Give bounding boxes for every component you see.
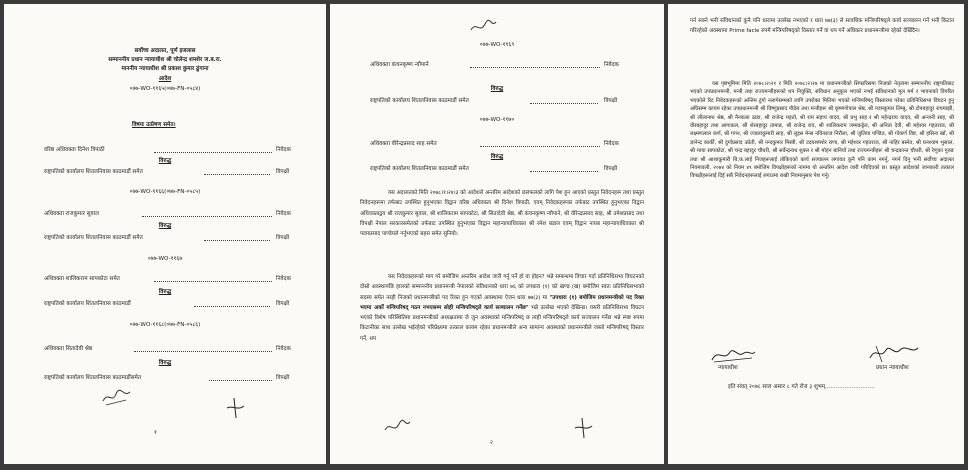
petitioner-1: वरिष्ठ अधिवक्ता दिनेश त्रिपाठी — [44, 147, 105, 153]
dotted-line — [204, 240, 270, 241]
initials-signature — [222, 396, 248, 422]
versus-label: विरुद्ध — [490, 154, 504, 160]
document-page-3 — [668, 4, 964, 464]
case-number-3: ०७७-WO-११६७ — [147, 256, 183, 262]
case-number-5: ०७७-WO-११६९ — [479, 42, 515, 48]
initials-signature — [468, 18, 498, 36]
petitioner-role: निवेदक — [276, 147, 291, 153]
document-page-1 — [4, 4, 326, 464]
quoted-provision: "उपधारा (१) बमोजिम प्रधानमन्त्रीको पद रिक्त भएमा अर्को मन्त्रिपरिषद् गठन नभएसम्म सोही मन्त्रिपरिषद्ले कार्य सञ्चालन गर्नेछ" — [360, 294, 644, 311]
case-number-6: ०७७-WO-११७० — [479, 117, 515, 123]
dotted-line — [134, 351, 272, 352]
versus-label: विरुद्ध — [158, 158, 172, 164]
respondent-role: विपक्षी — [276, 301, 290, 307]
petitioner-role: निवेदक — [276, 276, 291, 282]
body-paragraph-1: यस अदालतको मिति २०७८।१।२४।३ को आदेशले अन्तरिम आदेशको छलफलको लागि पेश हुन आएको प्रस्तुत निवेदनहरू तथा प्रस्तुत निवेदनहरूमा तर्फबाट उपस्थित हुनुभएका विद्वान वरिष्ठ अधिवक्ता श्री दिनेश त्रिपाठी, एवम् निवेदकहरूका तर्फबाट उपस्थित हुनुभएका विद्वान अधिवक्ताद्वय श्री राजकुमार सुवाल, श्री शालिकराम सापकोटा, श्री सितादेवी श्रेष्ठ, श्री कंचनकृष्ण न्यौपाने, श्री वीरेन्द्रप्रसाद साह, श्री उमेशप्रसाद तथा विपक्षी नेपाल सरकारसमेतको तर्फबाट उपस्थित हुनुभएका विद्वान महान्यायाधिवक्ता श्री रमेश बडाल एवम् विद्वान नायब महान्यायाधिवक्ता श्री पदमप्रसाद पाण्डेयले गर्नुभएको बहस समेत सुनियो। — [360, 190, 644, 238]
date-line: इति संवत् २०७८ साल असार ८ गते रोज ३ शुभम्............................ — [728, 384, 875, 390]
bench-line-2: माननीय न्यायाधीश श्री प्रकाश कुमार ढुंगाना — [121, 66, 209, 72]
initials-signature — [382, 418, 412, 436]
respondent-2: राष्ट्रपतिको कार्यालय शितलनिवास काठमाडौं समेत — [44, 235, 143, 241]
petitioner-6: अधिवक्ता वीरेन्द्रप्रसाद साह समेत — [370, 141, 437, 147]
body-paragraph-3: गर्न सक्ने भनी संविधानको कुनै पनि धारामा उल्लेख नभएको र धारा ७७(३) ले सावधिक मन्त्रिपरिषद्ले कार्य सञ्चालन गर्ने भनी किटान गरिरहेको अवस्थामा Prime facie रुपमै मन्त्रिपरिषद्को विस्तार गर्ने वा थप गर्ने अधिकार प्रधानमन्त्रीमा रहेको देखिँदैन। — [690, 18, 954, 35]
dotted-line — [470, 67, 600, 68]
body-paragraph-4: यस पृष्ठभूमिमा मिति २०७८।२।२१ र मिति २०७८।२।२७ मा प्रधानमन्त्रीको सिफारिसमा निजको नेतृत्वमा सम्माननीय राष्ट्रपतिबाट भएको उपप्रधानमन्त्री, मन्त्री तथा राज्यमन्त्रीहरूको थप नियुक्ति, संविधान अनुकूल भएको नभई संविधानको मूल मर्म र भावनाको विपरित भएकोले रिट निवेदकहरूको अन्तिम टुंगो नलागेसम्मको लागि उपरोक्त मितिमा भएको मन्त्रिपरिषद् विस्तारमा परेका प्रतिनिधिसभा विघटन हुनु अघिसम्म कायम रहेका उपप्रधानमन्त्री श्री विष्णुप्रसाद पौडेल तथा मन्त्रीहरू श्री कृष्णगोपाल श्रेष्ठ, श्री पदमकुमार लिम्बु, श्री टोपबहादुर रायमाझी, श्री लीलानाथ श्रेष्ठ, श्री नैनकला ठाडा, श्री राजेन्द्र महतो, श्री राम सहाय यादव, श्री प्रभु साह र श्री महेन्द्रराय यादव, श्री अन्जनी साह, श्री वीरबहादुर तथा आगाकल, श्री शेरबहादुर तामाङ, श्री राजेन्द्र राय, श्री शालिकराम जम्मकट्टेल, श्री अनिता देवी, श्री महेश्वर गहतराज, श्री लक्ष्मणलाल कर्ण, श्री गगन, श्री ज्वालाकुमारी साह, श्री लुइस मेन्स नविनराज निरौला, श्री जुलिया पण्डित, श्री गोकर्ण विष्ट, श्री हसिना खाँ, श्री ज्ञानेन्द्र कार्की, श्री दुर्गाप्रसाद उप्रेती, श्री नन्दकुमार मिस्त्री, श्री उदयशमशेर राणा, श्री महेश्वर गहतराज, श्री नाहिर बस्नेत, श्री घनश्याम भुसाल, श्री माया सापकोटा, श्री चन्द्र बहादुर चौधरी, श्री सर्वेन्द्रनाथ शुक्ल र श्री मोहन बानियाँ तथा राज्यमन्त्रीहरू श्री चन्द्रकान्त चौधरी, श्री रेणुका गुरुङ तथा श्री आशाकुमारी बि.क.लाई निजहरूलाई तोकिएको कार्य सञ्चालन लगायत कुनै पनि काम नगर्नु, नगर्न दिनु भनी सर्वोच्च अदालत नियमावली, २०७४ को नियम ४९ बमोजिम विपक्षीहरूको नाममा यो अन्तरिम आदेश जारी गरिदिएको छ। प्रस्तुत आदेशको जानकारी तत्काल विपक्षीहरूलाई दिई सबै निवेदनहरूलाई लगाउमा राखी नियमानुसार पेश गर्नू। — [690, 81, 954, 180]
dotted-line — [209, 380, 272, 381]
dotted-line — [154, 152, 272, 153]
respondent-role: विपक्षी — [276, 235, 290, 241]
versus-label: विरुद्ध — [490, 86, 504, 92]
judge-title: न्यायाधीश — [718, 365, 738, 371]
petitioner-role: निवेदक — [604, 141, 619, 147]
subject-line: विषयः उत्प्रेषण समेत। — [132, 122, 176, 128]
petitioner-3: अधिवक्ता शालिकराम सापकोटा समेत — [44, 276, 120, 282]
bench-line-1: सम्माननीय प्रधान न्यायाधीश श्री चोलेन्द्र शमशेर ज.ब.रा. — [108, 57, 222, 63]
petitioner-role: निवेदक — [276, 346, 291, 352]
respondent-4: राष्ट्रपतिको कार्यालय शितलनिवास काठमाडौंसमेत — [44, 375, 142, 381]
respondent-5: राष्ट्रपतिको कार्यालय शितलनिवास काठमाडौं समेत — [370, 98, 469, 104]
page-number: २ — [490, 440, 493, 446]
chief-justice-title: प्रधान न्यायाधीश — [876, 365, 909, 371]
petitioner-role: निवेदक — [604, 62, 619, 68]
initials-signature — [100, 386, 134, 408]
versus-label: विरुद्ध — [158, 223, 172, 229]
respondent-3: राष्ट्रपतिको कार्यालय शितलनिवास काठमाडौं — [44, 301, 131, 307]
petitioner-5: अधिवक्ता कंचनकृष्ण न्यौपाने — [370, 62, 429, 68]
dotted-line — [530, 171, 598, 172]
order-heading: आदेश — [158, 76, 172, 82]
case-number-2: ०७७-WO-११६६(०७७-FN-०५८५) — [129, 189, 201, 195]
dotted-line — [142, 216, 272, 217]
respondent-1: राष्ट्रपतिको कार्यालय शितलनिवास काठमाडौं समेत — [44, 169, 143, 175]
petitioner-4: अधिवक्ता सितादेवी श्रेष्ठ — [44, 346, 93, 352]
dotted-line — [530, 103, 598, 104]
versus-label: विरुद्ध — [158, 360, 172, 366]
respondent-6: राष्ट्रपतिको कार्यालय शितलनिवास काठमाडौं समेत — [370, 166, 469, 172]
dotted-line — [480, 146, 600, 147]
paragraph-text: भन्ने उल्लेख भएको देखिन्छ। यसरी प्रतिनिधिसभा विघटन भएको विशेष परिस्थितिमा प्रधानमन्त्रीको अध्यक्षतामा जे जुन अवस्थाको मन्त्रिपरिषद् छ त्यही मन्त्रिपरिषद्ले कार्य सञ्चालन गर्नेछ भन्ने स्पष्ट रुपमा किटानीका साथ उल्लेख भईरहेको परिप्रेक्ष्यमा तत्काल कायम रहेका प्रधानमन्त्रीले अन्य सामान्य अवस्थाको प्रधानमन्त्रीले जस्तो मन्त्रिपरिषद् विस्तार गर्ने, थप — [360, 304, 645, 342]
paragraph-text: यस निवेदकहरूको माग गरे बमोजिम अन्तरिम आदेश जारी गर्नु पर्ने हो वा होइन? भन्ने सम्बन्धमा विचार गर्दा प्रतिनिधिसभा विघटनको दोस्रो अवस्थापछि हालको सम्माननीय प्रधानमन्त्री नेपालको संविधानको धारा ७६ को उपधारा (१) को खण्ड (ख) बमोजिम स्वतः प्रतिनिधिसभाको सदस्य समेत नरही निजको प्रधानमन्त्रीको पद रिक्त हुन गएको अवस्थामा ऐजन धारा ७७(३) मा — [360, 274, 644, 301]
versus-label: विरुद्ध — [158, 289, 172, 295]
chief-justice-signature — [866, 340, 926, 366]
initials-signature — [570, 416, 596, 442]
dotted-line — [194, 306, 270, 307]
case-number: ०७७-WO-११६५(०७७-FN-०५८४) — [129, 86, 201, 92]
body-paragraph-2 — [360, 272, 644, 344]
court-name: सर्वोच्च अदालत, पूर्ण इजलास — [134, 48, 196, 54]
dotted-line — [204, 174, 270, 175]
page-number: १ — [154, 430, 157, 436]
case-number-4: ०७७-WO-११६८(०७७-FN-०५८६) — [129, 322, 201, 328]
respondent-role: विपक्षी — [604, 98, 618, 104]
document-page-2 — [330, 4, 664, 464]
respondent-role: विपक्षी — [604, 166, 618, 172]
petitioner-2: अधिवक्ता राजकुमार सुवाल — [44, 211, 99, 217]
dotted-line — [154, 281, 272, 282]
respondent-role: विपक्षी — [276, 375, 290, 381]
judge-signature — [708, 344, 758, 366]
petitioner-role: निवेदक — [276, 211, 291, 217]
respondent-role: विपक्षी — [276, 169, 290, 175]
